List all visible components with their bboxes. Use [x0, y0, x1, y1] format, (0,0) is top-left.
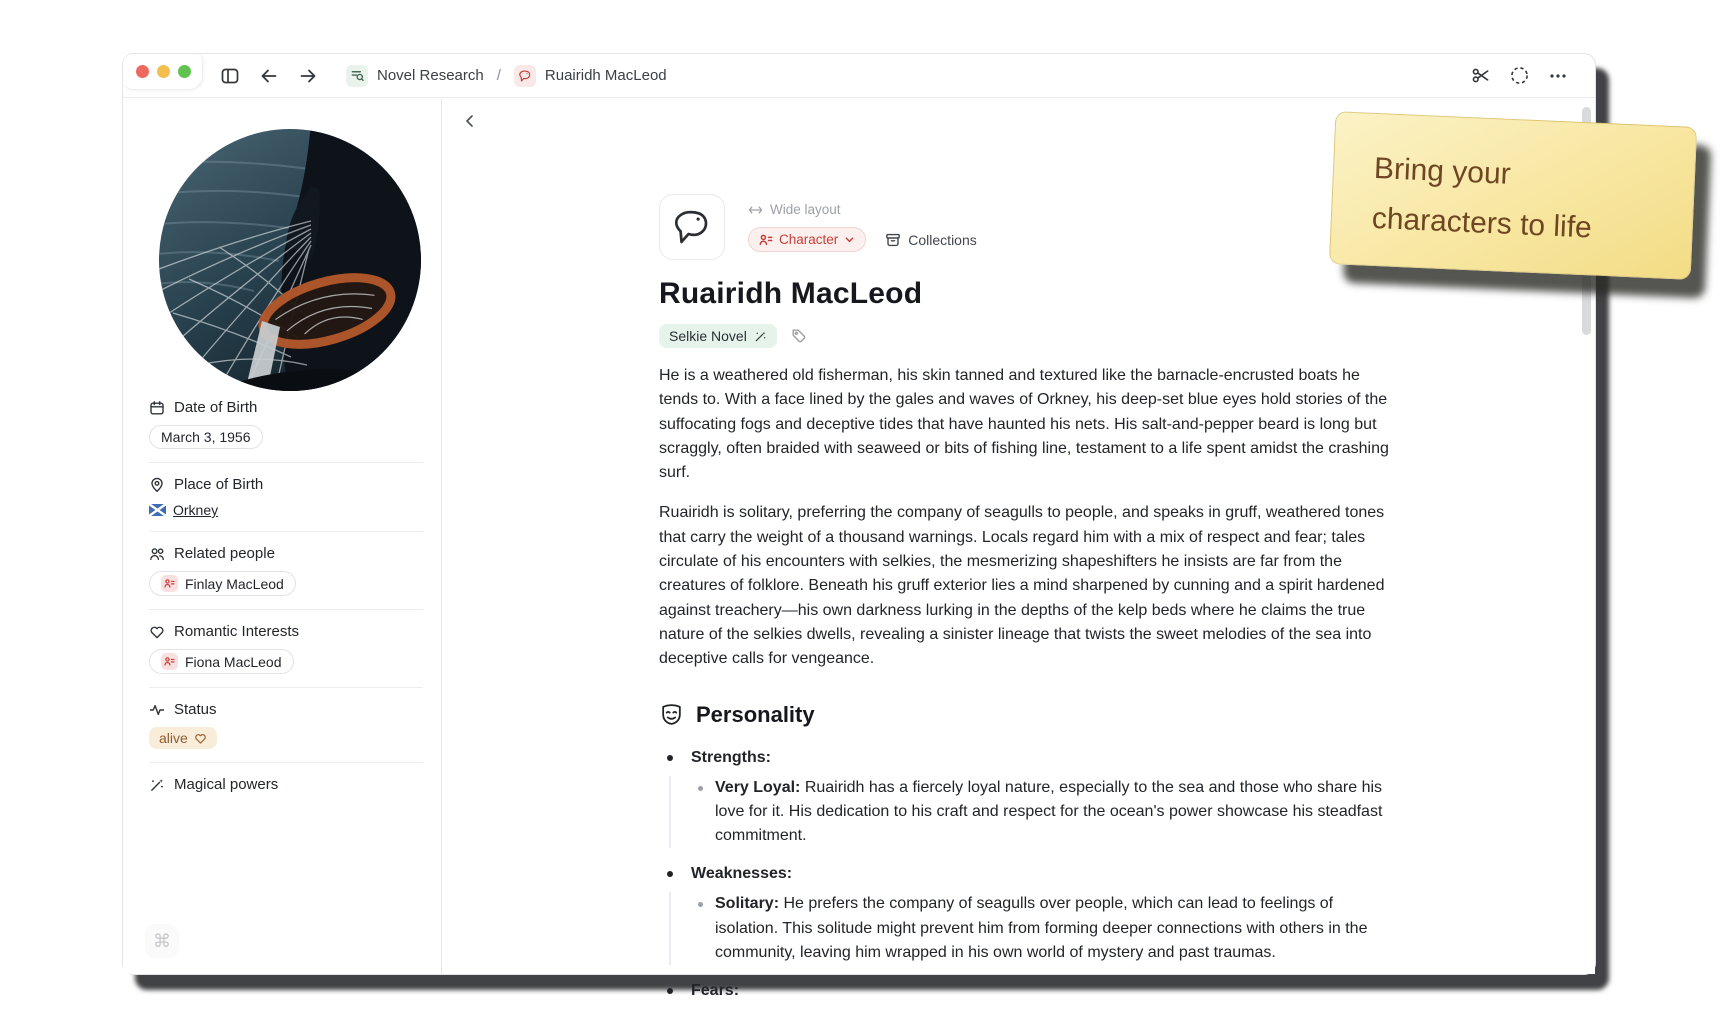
list-search-icon[interactable] — [346, 65, 368, 87]
sticky-note — [1329, 111, 1697, 280]
list-item[interactable]: Strengths: — [659, 746, 1396, 770]
sidebar-toggle-icon[interactable] — [219, 65, 241, 87]
activity-icon — [149, 702, 165, 718]
avatar-image[interactable] — [159, 129, 421, 391]
location-pin-icon — [149, 477, 165, 493]
field-magical-powers — [149, 776, 423, 793]
scissors-icon[interactable] — [1469, 65, 1491, 87]
personality-heading[interactable]: Personality — [659, 702, 1396, 728]
more-options-icon[interactable] — [1547, 65, 1569, 87]
list-item[interactable]: Solitary: He prefers the company of seagulls over people, which can lead to feelings of isolation. This solitude might prevent him from forming deeper connections with others in the community, leaving him wrapped in his own world of mystery and past traumas. — [671, 892, 1396, 965]
add-tag-icon[interactable] — [791, 328, 807, 344]
fish-icon[interactable] — [514, 65, 536, 87]
collections-button[interactable]: Collections — [885, 232, 976, 248]
romantic-person-pill[interactable]: Fiona MacLeod — [149, 649, 294, 674]
back-arrow-icon[interactable] — [258, 65, 280, 87]
heart-outline-icon — [194, 732, 207, 745]
calendar-icon — [149, 400, 165, 416]
field-label: Status — [174, 701, 217, 718]
field-romantic-interests — [149, 623, 423, 674]
close-button[interactable] — [136, 65, 149, 78]
chevron-down-icon — [844, 234, 855, 245]
breadcrumb-item-ruairidh[interactable]: Ruairidh MacLeod — [544, 67, 667, 84]
sticky-note-text: Bring your characters to life — [1371, 151, 1593, 245]
field-label: Magical powers — [174, 776, 279, 793]
dashed-circle-icon[interactable] — [1508, 65, 1530, 87]
command-shortcut-button[interactable]: ⌘ — [145, 924, 179, 958]
object-type-button[interactable]: Character — [748, 227, 866, 252]
field-place-of-birth — [149, 476, 423, 518]
person-icon — [759, 233, 773, 247]
zoom-button[interactable] — [178, 65, 191, 78]
place-of-birth-link[interactable]: Orkney — [173, 502, 219, 518]
bio-paragraph[interactable]: He is a weathered old fisherman, his skin tanned and textured like the barnacle-encrusted boats he tends to. With a face lined by the gales and waves of Orkney, his deep-set blue eyes hold stories of the suffocating fogs and deceptive tides that have haunted his nets. His salt-and-pepper beard is long but scraggly, often braided with seaweed or bits of fishing line, testament to a life spent amidst the crashing surf. — [659, 367, 1389, 482]
wand-icon — [754, 330, 767, 343]
character-sidebar — [123, 99, 442, 974]
page-fish-icon[interactable] — [659, 194, 725, 260]
personality-list — [659, 746, 1396, 1004]
tag-selkie-novel[interactable]: Selkie Novel — [659, 324, 777, 348]
field-related-people — [149, 545, 423, 596]
arrows-horizontal-icon — [748, 204, 763, 216]
field-date-of-birth — [149, 399, 423, 449]
list-item[interactable]: Weaknesses: — [659, 862, 1396, 886]
breadcrumb-separator: / — [496, 67, 501, 84]
layout-setting[interactable] — [748, 202, 977, 217]
traffic-light-group — [123, 54, 203, 90]
field-label: Romantic Interests — [174, 623, 300, 640]
people-icon — [149, 546, 165, 562]
breadcrumb-item-novel-research[interactable]: Novel Research — [377, 67, 484, 84]
forward-arrow-icon[interactable] — [297, 65, 319, 87]
wand-icon — [149, 777, 165, 793]
bio-paragraph[interactable]: Ruairidh is solitary, preferring the company of seagulls to people, and speaks in gruff, weathered tones that carry the weight of a thousand warnings. Locals regard him with a mix of respect and fear; tales circulate of his encounters with selkies, the mesmerizing shapeshifters he insists are far from the creatures of folklore. Beneath his gruff exterior lies a mind sharpened by cunning and a spirit hardened against treachery—his own darkness lurking in the depths of the kelp beds where he claims the true nature of the selkies dwells, revealing a sinister lineage that twists the sweet melodies of the sea into deceptive calls for vengeance. — [659, 504, 1385, 668]
layout-label: Wide layout — [770, 202, 841, 217]
minimize-button[interactable] — [157, 65, 170, 78]
field-label: Date of Birth — [174, 399, 258, 416]
heart-icon — [149, 624, 165, 640]
person-icon — [161, 575, 178, 592]
chevron-left-icon[interactable] — [462, 113, 478, 129]
list-item[interactable]: Very Loyal: Ruairidh has a fiercely loyal nature, especially to the sea and those who share his love for it. His dedication to his craft and respect for the ocean's power showcase his steadfast commitment. — [671, 776, 1396, 849]
page-title[interactable]: Ruairidh MacLeod — [659, 277, 923, 310]
related-person-pill[interactable]: Finlay MacLeod — [149, 571, 296, 596]
titlebar — [123, 54, 1595, 98]
person-icon — [161, 653, 178, 670]
theater-mask-icon — [659, 702, 684, 727]
field-status — [149, 701, 423, 749]
date-of-birth-value[interactable]: March 3, 1956 — [149, 425, 263, 449]
status-badge[interactable]: alive — [149, 727, 217, 749]
field-label: Place of Birth — [174, 476, 264, 493]
scotland-flag-icon — [149, 504, 166, 516]
archive-box-icon — [885, 232, 901, 248]
list-item[interactable]: Fears: — [659, 979, 1396, 1003]
breadcrumb — [346, 65, 667, 87]
field-label: Related people — [174, 545, 275, 562]
